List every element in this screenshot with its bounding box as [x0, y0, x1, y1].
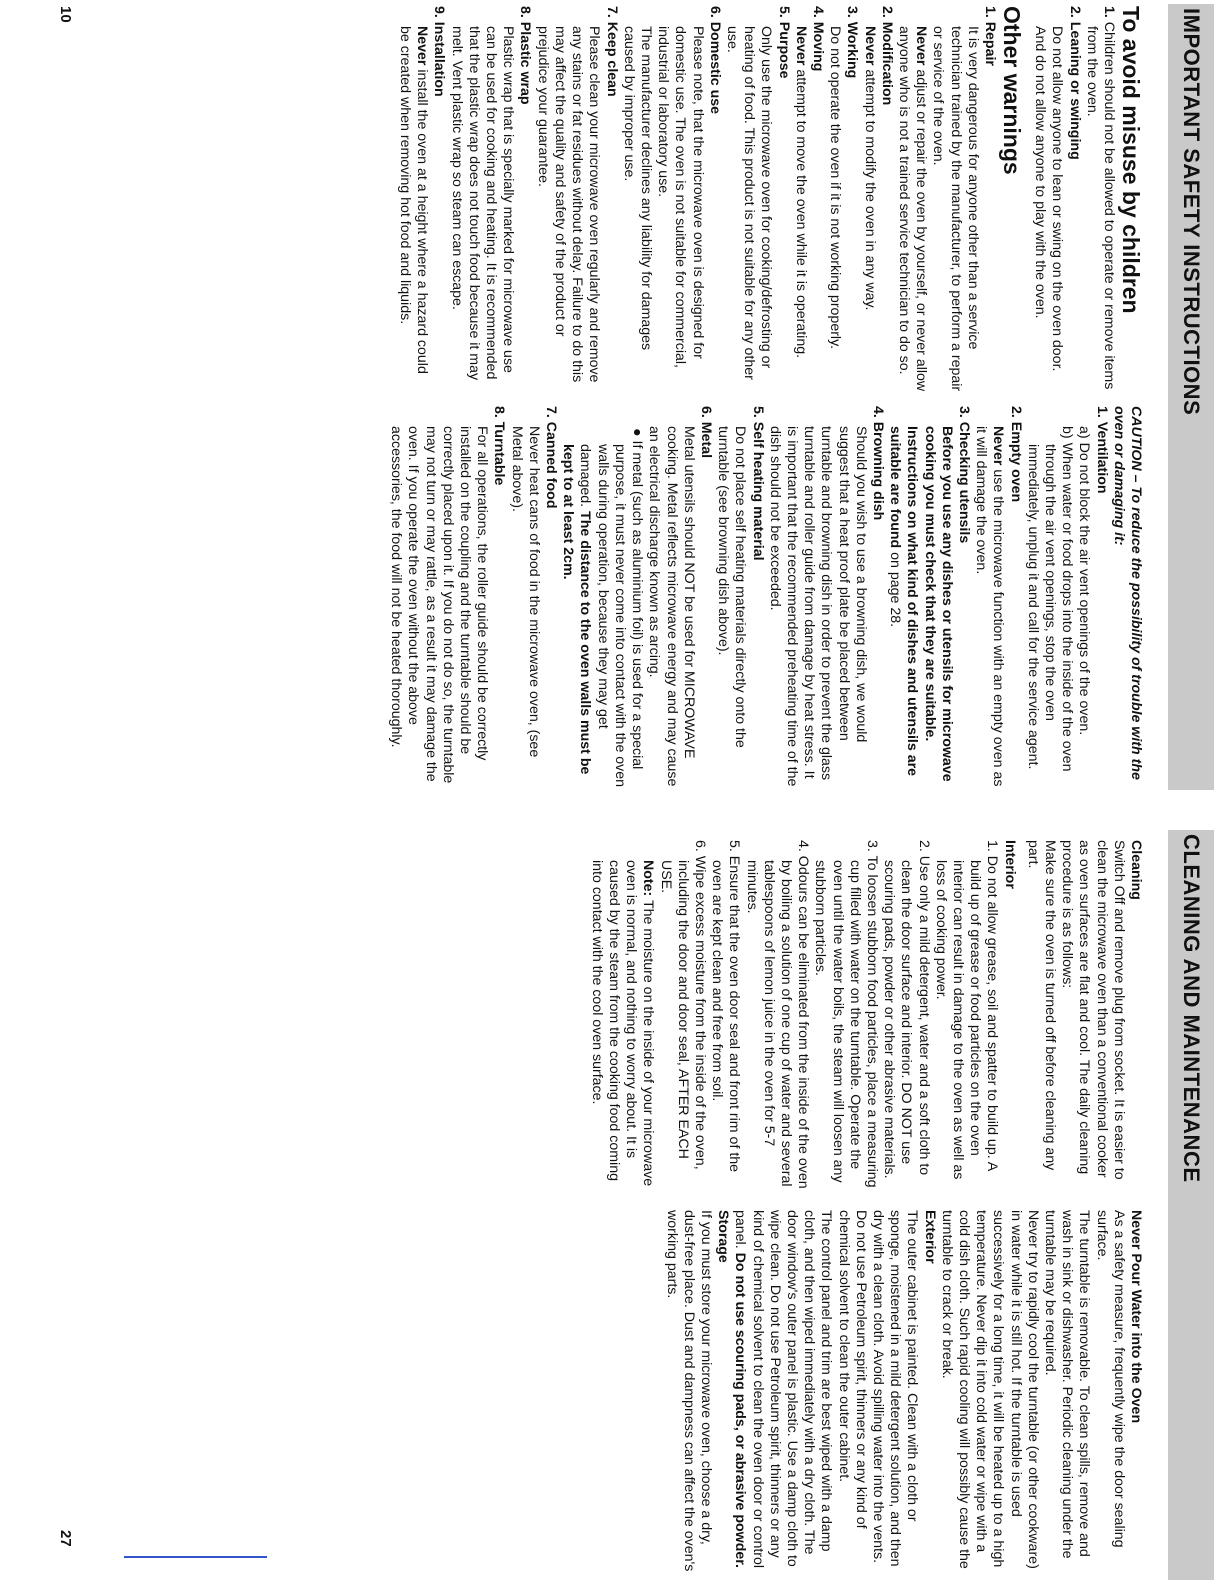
list-item: 1. Children should not be allowed to operate or remove items from the oven.	[1083, 6, 1117, 390]
list-item: 3. Checking utensils	[955, 406, 972, 544]
column-children-warnings	[396, 6, 1144, 392]
paragraph: The turntable is removable. To clean spills, remove and wash in sink or dishwasher. Periodic cleaning under the turntable may be required.	[1041, 1210, 1093, 1559]
list-item: 4. Browning dish	[869, 406, 886, 521]
page-right	[0, 800, 1224, 1584]
column-caution	[387, 406, 1144, 792]
list-item-body: Metal utensils should NOT be used for MICROWAVE cooking. Metal reflects microwave energy and may cause an electrical discharge known as arcing.	[646, 426, 697, 787]
page-number-right: 27	[57, 1530, 74, 1547]
heading-storage: Storage	[715, 1210, 732, 1263]
list-item: 6. Metal	[697, 406, 714, 459]
list-item: 4. Moving	[809, 6, 826, 72]
section-title-safety: IMPORTANT SAFETY INSTRUCTIONS	[1179, 8, 1204, 416]
paragraph: As a safety measure, frequently wipe the door sealing surface.	[1093, 1210, 1127, 1548]
list-item-body: Only use the microwave oven for cooking/defrosting or heating of food. This product is not suitable for any other use.	[723, 26, 775, 380]
list-item-body: Never use the microwave function with an empty oven as it will damage the oven.	[973, 426, 1007, 787]
bullet-icon: ●	[629, 428, 646, 437]
bullet-item: ● If metal (such as aluminium foil) is used for a special purpose, it must never come into contact with the oven walls during operation, because they may get damaged. The distance to the oven walls must be kept to at least 2cm.	[560, 428, 646, 788]
list-item-body: Should you wish to use a browning dish, we would suggest that a heat proof plate be placed between turntable and browning dish in order to prevent the glass turntable and roller guide from damage by heat stress. It is important that the recommended preheating time of the dish should not be exceeded.	[766, 426, 869, 787]
list-item-body: Never attempt to modify the oven in any way.	[861, 26, 878, 311]
list-item-body: Do not operate the oven if it is not working properly.	[827, 26, 844, 350]
list-item-body: Do not place self heating materials directly onto the turntable (see browning dish above).	[715, 426, 749, 748]
list-subitem: a) Do not block the air vent openings of the oven.	[1076, 426, 1093, 736]
list-item: 6. Wipe excess moisture from the inside of the oven, including the door and door seal, AFTER EACH USE.	[657, 840, 708, 1170]
paragraph: Switch Off and remove plug from socket. It is easier to clean the microwave oven than a conventional cooker as oven surfaces are flat and cool. The daily cleaning procedure is as follows:	[1059, 840, 1127, 1180]
list-item: 7. Canned food	[543, 406, 560, 509]
heading-exterior: Exterior	[921, 1210, 938, 1264]
list-item: 7. Keep clean	[603, 6, 620, 97]
list-item-body: Never heat cans of food in the microwave oven, (see Metal above).	[508, 426, 542, 758]
heading-cleaning: Cleaning	[1128, 840, 1144, 900]
list-item-body: Plastic wrap that is specially marked for microwave use can be used for cooking and heating. It is recommended that the plastic wrap does not touch food because it may melt. Vent plastic wrap so steam can escape.	[448, 26, 517, 381]
list-item: 1. Repair	[981, 6, 998, 66]
list-item-body: Never install the oven at a height where a hazard could be created when removing hot food and liquids.	[397, 26, 431, 374]
list-subitem: b) When water or food drops into the inside of the oven through the air vent openings, stop the oven immediately, unplug it and call for the service agent.	[1024, 426, 1076, 772]
list-item: 8. Plastic wrap	[517, 6, 534, 105]
list-item-body: Before you use any dishes or utensils for microwave cooking you must check that they are suitable. Instructions on what kind of dishes and utensils are suitable are found on page 28.	[887, 426, 955, 782]
column-cleaning	[588, 840, 1145, 1190]
list-item: 2. Empty oven	[1007, 406, 1024, 503]
list-item: 2. Leaning or swinging	[1066, 6, 1083, 160]
heading-children: To avoid misuse by children	[1118, 6, 1144, 314]
heading-never-pour: Never Pour Water into the Oven	[1128, 1210, 1144, 1424]
list-item: 8. Turntable	[491, 406, 508, 486]
heading-other-warnings: Other warnings	[998, 6, 1025, 175]
paragraph: Make sure the oven is turned off before cleaning any part.	[1024, 840, 1058, 1171]
list-item: 2. Use only a mild detergent, water and a soft cloth to clean the door surface and interior. DO NOT use scouring pads, powder or other abrasive materials.	[881, 840, 932, 1179]
paragraph: The outer cabinet is painted. Clean with a cloth or sponge, moistened in a mild detergent solution, and then dry with a clean cloth. Avoid spilling water into the vents. Do not use Petroleum spirit, thinners or any kind of chemical solvent to clean the outer cabinet.	[835, 1210, 921, 1567]
header-band-safety	[1168, 4, 1214, 790]
page-number-left: 10	[57, 6, 74, 23]
list-item-body: The manufacturer declines any liability for damages caused by improper use.	[620, 26, 654, 351]
list-item-body: Do not allow anyone to lean or swing on the oven door. And do not allow anyone to play with the oven.	[1032, 26, 1066, 372]
paragraph: Never try to rapidly cool the turntable (or other cookware) in water while it is still hot. If the turntable is used successively for a long time, it will be heated up to a high temperature. Never dip it into cold water or wipe with a cold dish cloth. Such rapid cooling will possibly cause the turntable to crack or break.	[938, 1210, 1041, 1569]
list-item-body: For all operations, the roller guide should be correctly installed on the coupling and the turntable should be correctly placed upon it. If you do not do so, the turntable may not turn or may rattle, as a result it may damage the oven. If you operate the oven without the above accessories, the food will not be heated thoroughly.	[388, 426, 491, 784]
list-item-body: Never adjust or repair the oven by yourself, or never allow anyone who is not a trained service technician to do so.	[895, 26, 930, 392]
column-maintenance	[662, 1210, 1144, 1574]
header-band-cleaning	[1168, 830, 1214, 1580]
list-item-body: Please clean your microwave oven regularly and remove any stains or fat residues without delay. Failure to do this may affect the quality and safety of the product or prejudice your guarantee.	[534, 26, 603, 383]
list-item-body: Please note, that the microwave oven is designed for domestic use. The oven is not suitable for commercial, industrial or laboratory use.	[655, 26, 706, 368]
list-item: 9. Installation	[431, 6, 448, 97]
scan-artifact-line	[124, 1556, 267, 1558]
paragraph: If you must store your microwave oven, choose a dry, dust-free place. Dust and dampness can affect the oven's working parts.	[663, 1210, 714, 1572]
list-item: 1. Do not allow grease, soil and spatter to build up. A build up of grease or food particles on the oven interior can result in damage to the oven as well as loss of cooking power.	[932, 840, 1001, 1180]
list-item: 5. Purpose	[775, 6, 792, 79]
list-item-body: It is very dangerous for anyone other than a service technician trained by the manufacturer, to perform a repair or service of the oven.	[930, 26, 981, 392]
list-item: 1. Ventilation	[1093, 406, 1110, 494]
heading-interior: Interior	[1001, 840, 1018, 889]
paragraph: The control panel and trim are best wiped with a damp cloth, and then wiped immediately with a dry cloth. The door window's outer panel is plastic. Use a damp cloth to wipe clean. Do not use Petroleum spirit, thinners or any kind of chemical solvent to clean the oven door or control panel. Do not use scouring pads, or abrasive powder.	[732, 1210, 835, 1569]
list-item: 5. Ensure that the oven door seal and front rim of the oven are kept clean and free from soil.	[709, 840, 743, 1173]
note-paragraph: Note: The moisture on the inside of your microwave oven is normal, and nothing to worry about. It is caused by the steam from the cooking food coming into contact with the cool oven surface.	[588, 860, 657, 1187]
section-title-cleaning: CLEANING AND MAINTENANCE	[1179, 834, 1204, 1183]
list-item: 3. To loosen stubborn food particles, place a measuring cup filled with water on the turntable. Operate the oven until the water boils, the steam will loosen any stubborn particles.	[812, 840, 880, 1188]
list-item: 2. Modification	[878, 6, 895, 106]
list-item: 4. Odours can be eliminated from the inside of the oven by boiling a solution of one cup of water and several tablespoons of lemon juice in the oven for 5-7 minutes.	[743, 840, 812, 1189]
list-item-body: Never attempt to move the oven while it is operating.	[792, 26, 809, 359]
list-item: 3. Working	[844, 6, 861, 79]
list-item: 6. Domestic use	[706, 6, 723, 115]
caution-text: CAUTION – To reduce the possibility of trouble with the oven or damaging it:	[1110, 406, 1144, 780]
list-item: 5. Self heating material	[749, 406, 766, 561]
